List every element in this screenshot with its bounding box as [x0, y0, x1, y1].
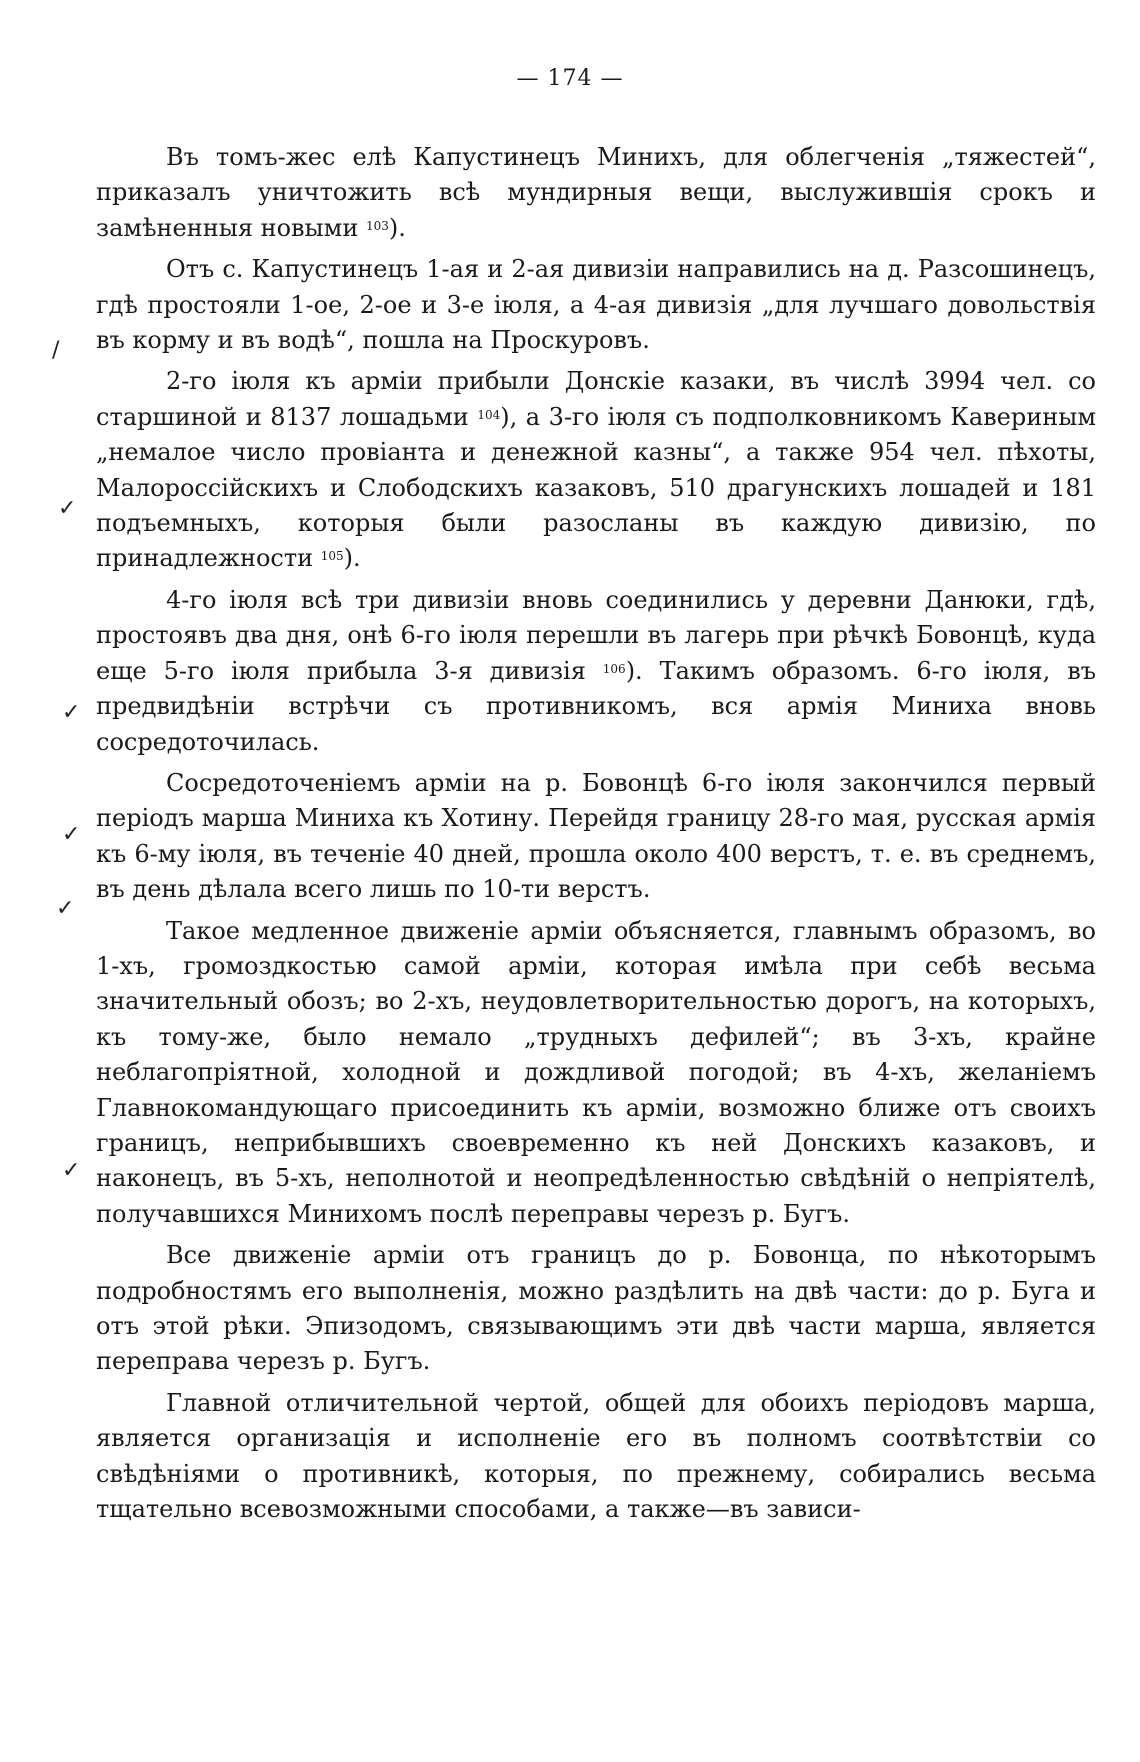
- paragraph-text: Отъ с. Капустинецъ 1-ая и 2-ая дивизіи направились на д. Разсошинецъ, гдѣ простояли 1-ое, 2-ое и 3-е іюля, а 4-ая дивизія „для лучшаго довольствія въ корму и въ водѣ“, пошла на Проскуровъ.: [96, 255, 1096, 355]
- footnote-ref: 104: [477, 407, 501, 422]
- paragraph-text: ). Такимъ образомъ. 6-го іюля, въ предвидѣніи встрѣчи съ противникомъ, вся армія Миниха вновь сосредоточилась.: [96, 656, 1096, 756]
- paragraph-text: Въ томъ-жес елѣ Капустинецъ Минихъ, для облегченія „тяжестей“, приказалъ уничтожить всѣ мундирныя вещи, выслужившія срокъ и замѣненныя новыми: [96, 143, 1096, 242]
- paragraph: [96, 1238, 1096, 1380]
- paragraph-text: 2-го іюля къ арміи прибыли Донскіе казаки, въ числѣ 3994 чел. со старшиной и 8137 лошадьми: [96, 367, 1096, 431]
- paragraph-text: 4-го іюля всѣ три дивизіи вновь соединились у деревни Данюки, гдѣ, простоявъ два дня, онѣ 6-го іюля перешли въ лагерь при рѣчкѣ Бовонцѣ, куда еще 5-го іюля прибыла 3-я дивизія: [96, 585, 1096, 685]
- paragraph-text: ), а 3-го іюля съ подполковникомъ Кавериным „немалое число провіанта и денежной казны“, а также 954 чел. пѣхоты, Малороссійскихъ и Слободскихъ казаковъ, 510 драгунскихъ лошадей и 181 подъемныхъ, которыя были разосланы въ каждую дивизію, по принадлежности: [96, 402, 1096, 573]
- footnote-ref: 105: [320, 549, 344, 564]
- paragraph: [96, 140, 1096, 246]
- page-number: — 174 —: [516, 66, 624, 91]
- margin-mark: /: [52, 338, 60, 363]
- margin-mark: ✓: [56, 896, 75, 921]
- paragraph-text: Такое медленное движеніе арміи объясняется, главнымъ образомъ, во 1-хъ, громоздкостью самой арміи, которая имѣла при себѣ весьма значительный обозъ; во 2-хъ, неудовлетворительностью дорогъ, на которыхъ, къ тому-же, было немало „трудныхъ дефилей“; въ 3-хъ, крайне неблагопріятной, холодной и дождливой погодой; въ 4-хъ, желаніемъ Главнокомандующаго присоединить къ арміи, возможно ближе отъ своихъ границъ, неприбывшихъ своевременно къ ней Донскихъ казаковъ, и наконецъ, въ 5-хъ, неполнотой и неопредѣленностью свѣдѣній о непріятелѣ, получавшихся Минихомъ послѣ переправы черезъ р. Бугъ.: [96, 916, 1096, 1228]
- margin-mark: ✓: [62, 1158, 81, 1183]
- paragraph: [96, 364, 1096, 576]
- paragraph-text: Главной отличительной чертой, общей для обоихъ періодовъ марша, является организація и исполненіе его въ полномъ соотвѣтствіи со свѣдѣніями о противникѣ, которыя, по прежнему, собирались весьма тщательно всевозможными способами, а также—въ зависи-: [96, 1388, 1096, 1524]
- paragraph-text: ).: [343, 544, 361, 573]
- paragraph-text: Все движеніе арміи отъ границъ до р. Бовонца, по нѣкоторымъ подробностямъ его выполненія, можно раздѣлить на двѣ части: до р. Буга и отъ этой рѣки. Эпизодомъ, связывающимъ эти двѣ части марша, является переправа черезъ р. Бугъ.: [96, 1241, 1096, 1376]
- paragraph-text: Сосредоточеніемъ арміи на р. Бовонцѣ 6-го іюля закончился первый періодъ марша Миниха къ Хотину. Перейдя границу 28-го мая, русская армія къ 6-му іюля, въ теченіе 40 дней, прошла около 400 верстъ, т. е. въ среднемъ, въ день дѣлала всего лишь по 10-ти верстъ.: [96, 768, 1096, 904]
- body-text: [96, 140, 1096, 1527]
- footnote-ref: 103: [365, 218, 389, 233]
- paragraph: [96, 252, 1096, 358]
- margin-mark: ✓: [62, 700, 81, 725]
- paragraph: [96, 583, 1096, 760]
- paragraph: [96, 914, 1096, 1233]
- footnote-ref: 106: [602, 661, 626, 676]
- paragraph: [96, 766, 1096, 908]
- paragraph-text: ).: [388, 213, 406, 242]
- paragraph: [96, 1386, 1096, 1528]
- margin-mark: ✓: [62, 822, 81, 847]
- margin-mark: ✓: [58, 496, 77, 521]
